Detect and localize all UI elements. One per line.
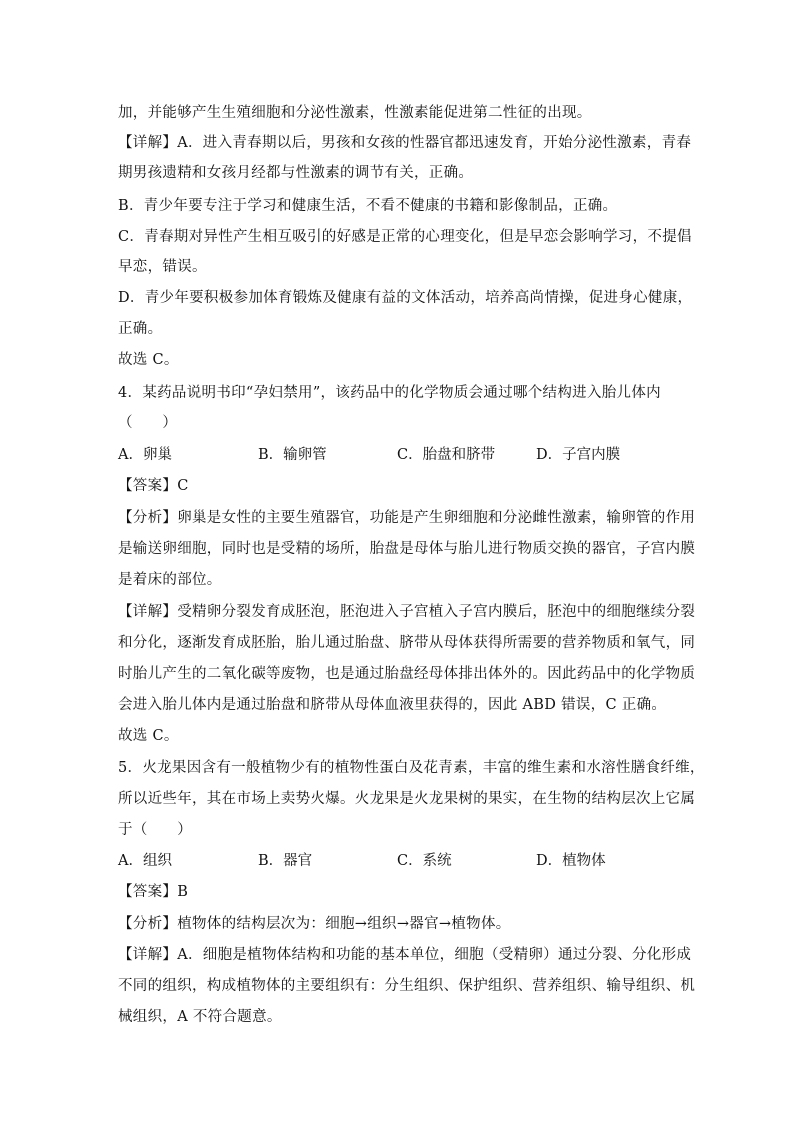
- text-line: 【详解】受精卵分裂发育成胚泡，胚泡进入子宫植入子宫内膜后，胚泡中的细胞继续分裂: [118, 604, 696, 620]
- question-4-blank: （ ）: [118, 415, 178, 431]
- option-b: B．器官: [258, 853, 313, 869]
- text-line: 于（ ）: [118, 822, 192, 838]
- question-4-stem: 4．某药品说明书印“孕妇禁用”，该药品中的化学物质会通过哪个结构进入胎儿体内: [118, 385, 661, 401]
- text-line: 是着床的部位。: [118, 572, 222, 588]
- text-line: 故选 C。: [118, 352, 179, 368]
- text-line: 时胎儿产生的二氧化碳等废物，也是通过胎盘经母体排出体外的。因此药品中的化学物质: [118, 666, 696, 682]
- text-line: 【分析】卵巢是女性的主要生殖器官，功能是产生卵细胞和分泌雌性激素，输卵管的作用: [118, 510, 696, 526]
- text-line: 早恋，错误。: [118, 259, 207, 275]
- option-a: A．卵巢: [118, 447, 172, 463]
- text-line: 加，并能够产生生殖细胞和分泌性激素，性激素能促进第二性征的出现。: [118, 105, 592, 121]
- question-5-options: [118, 851, 678, 871]
- text-line: 【分析】植物体的结构层次为：细胞→组织→器官→植物体。: [118, 916, 511, 932]
- question-4-options: [118, 445, 678, 465]
- text-line: 【详解】A．细胞是植物体结构和功能的基本单位，细胞（受精卵）通过分裂、分化形成: [118, 947, 692, 963]
- option-b: B．输卵管: [258, 447, 327, 463]
- text-line: 会进入胎儿体内是通过胎盘和脐带从母体血液里获得的，因此 ABD 错误，C 正确。: [118, 697, 667, 713]
- text-line: 所以近些年，其在市场上卖势火爆。火龙果是火龙果树的果实，在生物的结构层次上它属: [118, 791, 696, 807]
- text-line: 【详解】A．进入青春期以后，男孩和女孩的性器官都迅速发育，开始分泌性激素，青春: [118, 135, 692, 151]
- option-c: C．系统: [397, 853, 452, 869]
- option-a: A．组织: [118, 853, 172, 869]
- question-5-answer: 【答案】B: [118, 884, 189, 900]
- option-d: D．植物体: [536, 853, 606, 869]
- text-line: 和分化，逐渐发育成胚胎，胎儿通过胎盘、脐带从母体获得所需要的营养物质和氧气，同: [118, 635, 696, 651]
- text-line: B．青少年要专注于学习和健康生活，不看不健康的书籍和影像制品，正确。: [118, 198, 618, 214]
- question-5-stem: 5．火龙果因含有一般植物少有的植物性蛋白及花青素，丰富的维生素和水溶性膳食纤维，: [118, 760, 705, 776]
- text-line: 期男孩遗精和女孩月经都与性激素的调节有关，正确。: [118, 165, 474, 181]
- text-line: 正确。: [118, 321, 163, 337]
- text-line: 是输送卵细胞，同时也是受精的场所，胎盘是母体与胎儿进行物质交换的器官，子宫内膜: [118, 541, 696, 557]
- question-4-answer: 【答案】C: [118, 478, 189, 494]
- option-c: C．胎盘和脐带: [397, 447, 496, 463]
- text-line: 械组织，A 不符合题意。: [118, 1009, 282, 1025]
- text-line: 不同的组织，构成植物体的主要组织有：分生组织、保护组织、营养组织、输导组织、机: [118, 978, 696, 994]
- text-line: C．青春期对异性产生相互吸引的好感是正常的心理变化，但是早恋会影响学习，不提倡: [118, 229, 692, 245]
- option-d: D．子宫内膜: [536, 447, 621, 463]
- text-line: 故选 C。: [118, 728, 179, 744]
- text-line: D．青少年要积极参加体育锻炼及健康有益的文体活动，培养高尚情操，促进身心健康，: [118, 290, 693, 306]
